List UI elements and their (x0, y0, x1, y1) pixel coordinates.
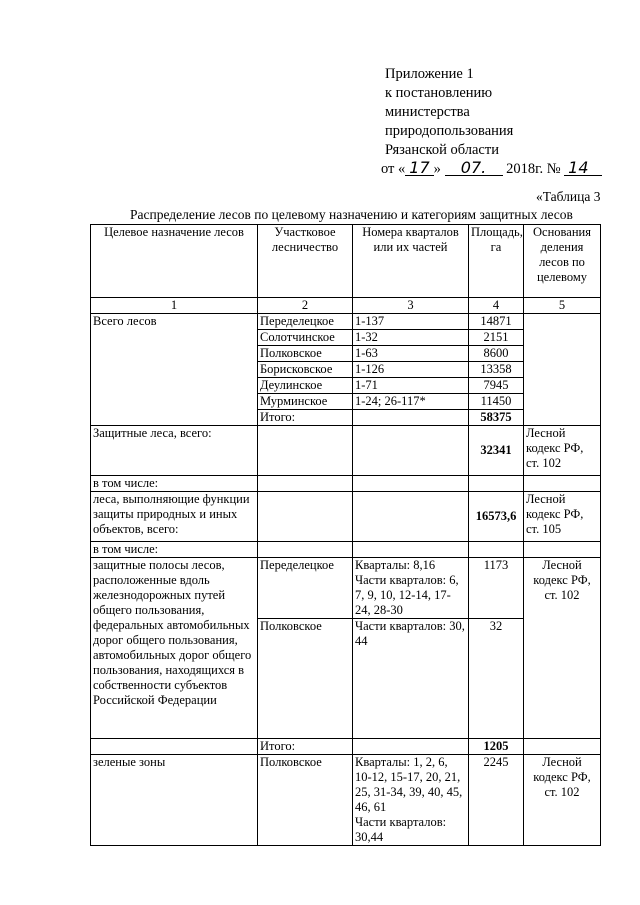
protective-forests-row (91, 426, 601, 476)
table-row (91, 558, 601, 619)
total-area: 58375 (469, 410, 524, 426)
protective-label: Защитные леса, всего: (91, 426, 258, 476)
area-cell: 32 (469, 619, 524, 739)
header-basis: Основания деления лесов по целевому (524, 225, 601, 298)
empty-cell (524, 542, 601, 558)
appendix-block (381, 65, 602, 179)
district-cell: Переделецкое (258, 558, 353, 619)
date-prefix: от « (381, 161, 406, 177)
empty-cell (469, 476, 524, 492)
empty-cell (353, 492, 469, 542)
column-number: 3 (353, 298, 469, 314)
quarters-cell-empty (353, 410, 469, 426)
protective-basis: Лесной кодекс РФ, ст. 102 (524, 426, 601, 476)
quarters-text: Части кварталов: 30,44 (355, 815, 447, 844)
area-cell: 14871 (469, 314, 524, 330)
district-cell: Деулинское (258, 378, 353, 394)
area-cell: 1173 (469, 558, 524, 619)
green-zones-basis: Лесной кодекс РФ, ст. 102 (524, 755, 601, 846)
area-cell: 11450 (469, 394, 524, 410)
decree-number: 14 (564, 160, 602, 176)
including-row (91, 542, 601, 558)
date-suffix: г. № (535, 161, 561, 177)
quarters-cell: 1-32 (353, 330, 469, 346)
quarters-text: Кварталы: 1, 2, 6, 10-12, 15-17, 20, 21, 25, 31-34, 39, 40, 45, 46, 61 (355, 755, 463, 814)
header-district: Участковое лесничество (258, 225, 353, 298)
basis-cell-empty (524, 314, 601, 426)
empty-cell (353, 476, 469, 492)
area-cell: 7945 (469, 378, 524, 394)
quarters-cell: 1-126 (353, 362, 469, 378)
green-zones-label: зеленые зоны (91, 755, 258, 846)
all-forests-label: Всего лесов (91, 314, 258, 426)
date-year: 2018 (506, 161, 536, 177)
district-cell: Борисковское (258, 362, 353, 378)
area-cell: 8600 (469, 346, 524, 362)
functions-label: леса, выполняющие функции защиты природных и иных объектов, всего: (91, 492, 258, 542)
date-month: 07. (445, 160, 503, 176)
district-cell: Мурминское (258, 394, 353, 410)
empty-cell (524, 476, 601, 492)
district-cell: Солотчинское (258, 330, 353, 346)
including-label: в том числе: (91, 476, 258, 492)
empty-cell (258, 476, 353, 492)
total-label: Итого: (258, 410, 353, 426)
quarters-cell-empty (353, 426, 469, 476)
appendix-line: Приложение 1 (385, 66, 474, 82)
quarters-cell: 1-71 (353, 378, 469, 394)
empty-cell (258, 542, 353, 558)
empty-cell (524, 739, 601, 755)
district-cell: Полковское (258, 755, 353, 846)
table-title: Распределение лесов по целевому назначению и категориям защитных лесов (130, 207, 573, 222)
quarters-cell: Части кварталов: 30, 44 (353, 619, 469, 739)
area-cell: 2245 (469, 755, 524, 846)
district-cell: Полковское (258, 346, 353, 362)
total-area: 1205 (469, 739, 524, 755)
empty-cell (469, 542, 524, 558)
quarters-cell: 1-24; 26-117* (353, 394, 469, 410)
header-area: Площадь, га (469, 225, 524, 298)
including-row (91, 476, 601, 492)
appendix-line: Рязанской области (385, 142, 499, 158)
functions-area: 16573,6 (469, 492, 524, 542)
quarters-cell (353, 755, 469, 846)
quarters-cell: 1-63 (353, 346, 469, 362)
protective-area: 32341 (469, 426, 524, 476)
area-cell: 2151 (469, 330, 524, 346)
total-label: Итого: (258, 739, 353, 755)
functions-basis: Лесной кодекс РФ, ст. 105 (524, 492, 601, 542)
total-row (91, 739, 601, 755)
decree-date-line (381, 160, 602, 179)
empty-cell (91, 739, 258, 755)
column-numbers-row (91, 298, 601, 314)
protection-functions-row (91, 492, 601, 542)
area-cell: 13358 (469, 362, 524, 378)
column-number: 2 (258, 298, 353, 314)
column-number: 5 (524, 298, 601, 314)
appendix-line: министерства (385, 104, 470, 120)
district-cell: Полковское (258, 619, 353, 739)
empty-cell (353, 739, 469, 755)
header-quarters: Номера кварталов или их частей (353, 225, 469, 298)
district-cell-empty (258, 426, 353, 476)
column-number: 1 (91, 298, 258, 314)
header-row (91, 225, 601, 298)
appendix-line: природопользования (385, 123, 514, 139)
empty-cell (353, 542, 469, 558)
column-number: 4 (469, 298, 524, 314)
green-zones-row (91, 755, 601, 846)
quarters-cell: Кварталы: 8,16 Части кварталов: 6, 7, 9, 10, 12-14, 17-24, 28-30 (353, 558, 469, 619)
quarters-cell: 1-137 (353, 314, 469, 330)
header-purpose: Целевое назначение лесов (91, 225, 258, 298)
including-label: в том числе: (91, 542, 258, 558)
table-label: «Таблица 3 (536, 189, 601, 204)
strips-basis: Лесной кодекс РФ, ст. 102 (524, 558, 601, 739)
date-mid: » (433, 161, 441, 177)
district-cell: Переделецкое (258, 314, 353, 330)
empty-cell (258, 492, 353, 542)
strips-label: защитные полосы лесов, расположенные вдоль железнодорожных путей общего пользования, федеральных автомобильных дорог общего пользования, автомобильных дорог общего пользования, находящихся в собственности субъектов Российской Федерации (91, 558, 258, 739)
forest-distribution-table (90, 224, 601, 846)
appendix-line: к постановлению (385, 85, 493, 101)
table-row (91, 314, 601, 330)
date-day: 17 (405, 160, 433, 176)
